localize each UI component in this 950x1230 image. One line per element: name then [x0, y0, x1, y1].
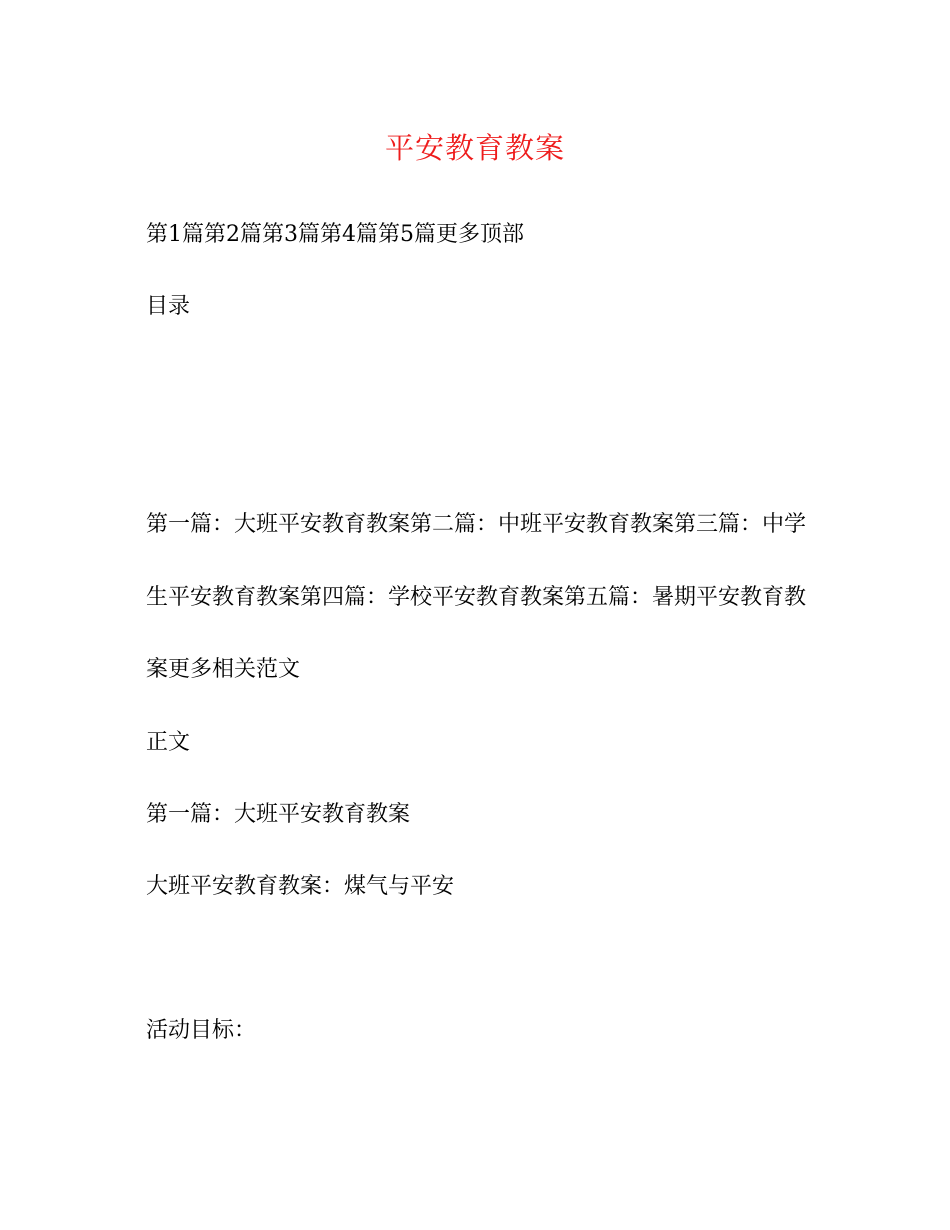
- body-heading: 正文: [146, 730, 191, 755]
- activity-goals-label: 活动目标：: [146, 1018, 257, 1043]
- document-title: 平安教育教案: [384, 131, 565, 165]
- toc-line: 生平安教育教案第四篇：学校平安教育教案第五篇：暑期平安教育教: [146, 585, 807, 610]
- section-subtitle: 大班平安教育教案：煤气与平安: [146, 874, 455, 899]
- toc-line: 第一篇：大班平安教育教案第二篇：中班平安教育教案第三篇：中学: [146, 512, 807, 537]
- nav-link-part-2[interactable]: 第2篇: [204, 222, 262, 247]
- nav-link-part-1[interactable]: 第1篇: [146, 222, 204, 247]
- section-nav: [146, 220, 524, 250]
- toc-line: 案更多相关范文: [146, 657, 301, 682]
- section-title: 第一篇：大班平安教育教案: [146, 802, 411, 827]
- nav-link-part-4[interactable]: 第4篇: [320, 222, 378, 247]
- toc-heading: 目录: [146, 294, 191, 319]
- nav-link-part-3[interactable]: 第3篇: [262, 222, 320, 247]
- nav-link-part-5[interactable]: 第5篇: [378, 222, 436, 247]
- nav-link-more-top[interactable]: 更多顶部: [436, 222, 525, 247]
